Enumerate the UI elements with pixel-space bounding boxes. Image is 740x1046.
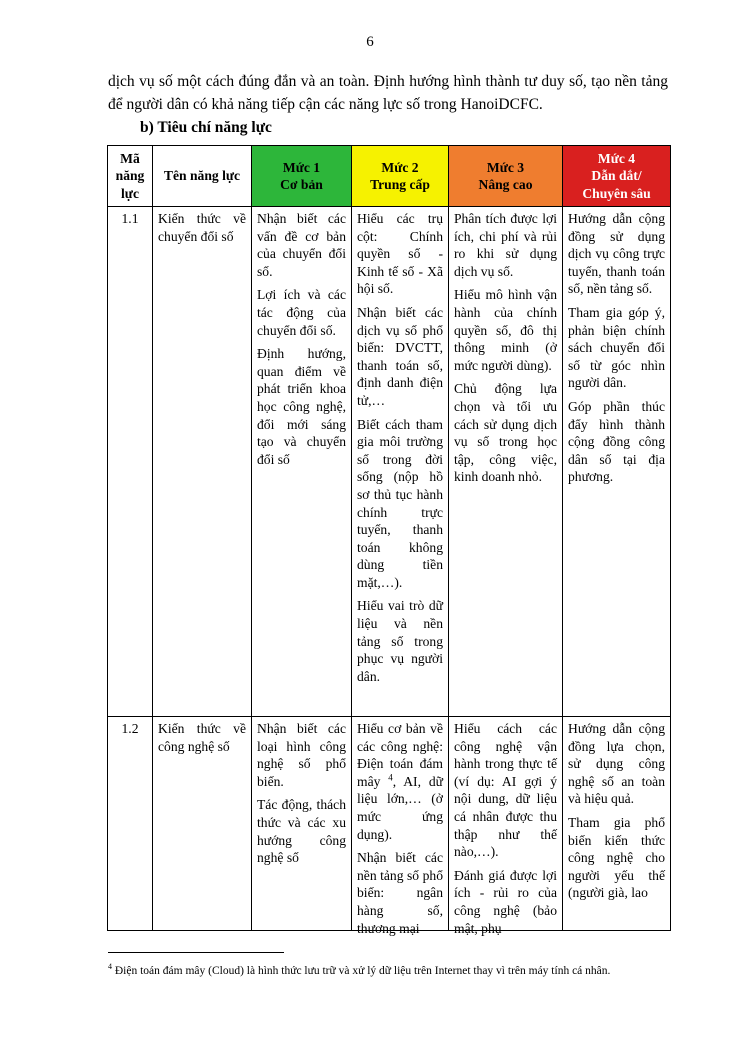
header-level-1 — [252, 146, 352, 207]
header-level-4 — [563, 146, 671, 207]
header-level-3 — [449, 146, 563, 207]
row-level-3: Phân tích được lợi ích, chi phí và rủi ro khi sử dụng dịch vụ số. Hiểu mô hình vận hành của chính quyền số, đô thị thông minh (ở mức người dùng). Chủ động lựa chọn và tối ưu cách sử dụng dịch vụ số trong học tập, công việc, kinh doanh nhỏ. — [449, 207, 563, 717]
footnote-divider — [108, 952, 284, 953]
header-level-3-title: Mức 3 — [486, 159, 525, 175]
row-code: 1.2 — [108, 717, 153, 931]
table-header-row — [108, 146, 671, 207]
row-level-4: Hướng dẫn cộng đồng sử dụng dịch vụ công trực tuyến, thanh toán số, nền tảng số. Tham gia góp ý, phản biện chính sách chuyển đổi số từ góc nhìn người dân. Góp phần thúc đẩy hình thành cộng đồng công dân số tại địa phương. — [563, 207, 671, 717]
header-level-1-subtitle: Cơ bản — [280, 177, 323, 192]
row-level-1: Nhận biết các vấn đề cơ bản của chuyển đổi số. Lợi ích và các tác động của chuyển đổi số. Định hướng, quan điểm về phát triển khoa học công nghệ, đổi mới sáng tạo và chuyển đổi số — [252, 207, 352, 717]
intro-paragraph — [108, 70, 668, 116]
header-level-4-subtitle-2: Chuyên sâu — [582, 185, 651, 201]
table-row — [108, 717, 671, 931]
footnote-text: Điện toán đám mây (Cloud) là hình thức lưu trữ và xử lý dữ liệu trên Internet thay vì trên máy tính cá nhân. — [114, 964, 611, 977]
page-number: 6 — [366, 34, 374, 50]
footnote-number: 4 — [108, 962, 112, 971]
intro-text: dịch vụ số một cách đúng đắn và an toàn. Định hướng hình thành tư duy số, tạo nền tảng để người dân có khả năng tiếp cận các năng lực số trong HanoiDCFC. — [108, 73, 668, 113]
row-level-3: Hiểu cách các công nghệ vận hành trong thực tế (ví dụ: AI gợi ý nội dung, dữ liệu cá nhân được thu thập như thế nào,…). Đánh giá được lợi ích - rủi ro của công nghệ (bảo mật, phụ — [449, 717, 563, 931]
header-level-2-title: Mức 2 — [381, 159, 419, 175]
header-level-4-subtitle: Dẫn dắt/ — [591, 168, 642, 184]
row-level-1: Nhận biết các loại hình công nghệ số phổ biến. Tác động, thách thức và các xu hướng công nghệ số — [252, 717, 352, 931]
table-row — [108, 207, 671, 717]
row-level-2: Hiểu các trụ cột: Chính quyền số - Kinh tế số - Xã hội số. Nhận biết các dịch vụ số phổ biến: DVCTT, thanh toán số, định danh điện tử,… Biết cách tham gia môi trường số trong đời sống (nộp hồ sơ thủ tục hành chính trực tuyến, thanh toán không dùng tiền mặt,…). Hiểu vai trò dữ liệu và nền tảng số trong phục vụ người dân. — [352, 207, 449, 717]
header-level-4-title: Mức 4 — [597, 150, 636, 166]
section-heading: b) Tiêu chí năng lực — [140, 119, 272, 136]
footnote — [108, 959, 708, 979]
row-name: Kiến thức về chuyển đổi số — [153, 207, 252, 717]
row-name: Kiến thức về công nghệ số — [153, 717, 252, 931]
row-level-4: Hướng dẫn cộng đồng lựa chọn, sử dụng công nghệ số an toàn và hiệu quả. Tham gia phổ biến kiến thức công nghệ cho người yếu thế (người già, lao — [563, 717, 671, 931]
footnote-reference[interactable]: 4 — [388, 772, 393, 783]
row-code: 1.1 — [108, 207, 153, 717]
row-level-2: Hiểu cơ bản về các công nghệ: Điện toán đám mây $^4$, AI, dữ liệu lớn,… (ở mức ứng dụng). Nhận biết các nền tảng số phổ biến: ngân hàng số, thương mại — [352, 717, 449, 931]
header-level-2 — [352, 146, 449, 207]
header-level-3-subtitle: Nâng cao — [478, 177, 533, 192]
header-level-2-subtitle: Trung cấp — [370, 177, 430, 192]
header-name: Tên năng lực — [153, 146, 252, 207]
header-code: Mã năng lực — [108, 146, 153, 207]
header-level-1-title: Mức 1 — [282, 159, 321, 175]
competency-table — [107, 145, 671, 936]
